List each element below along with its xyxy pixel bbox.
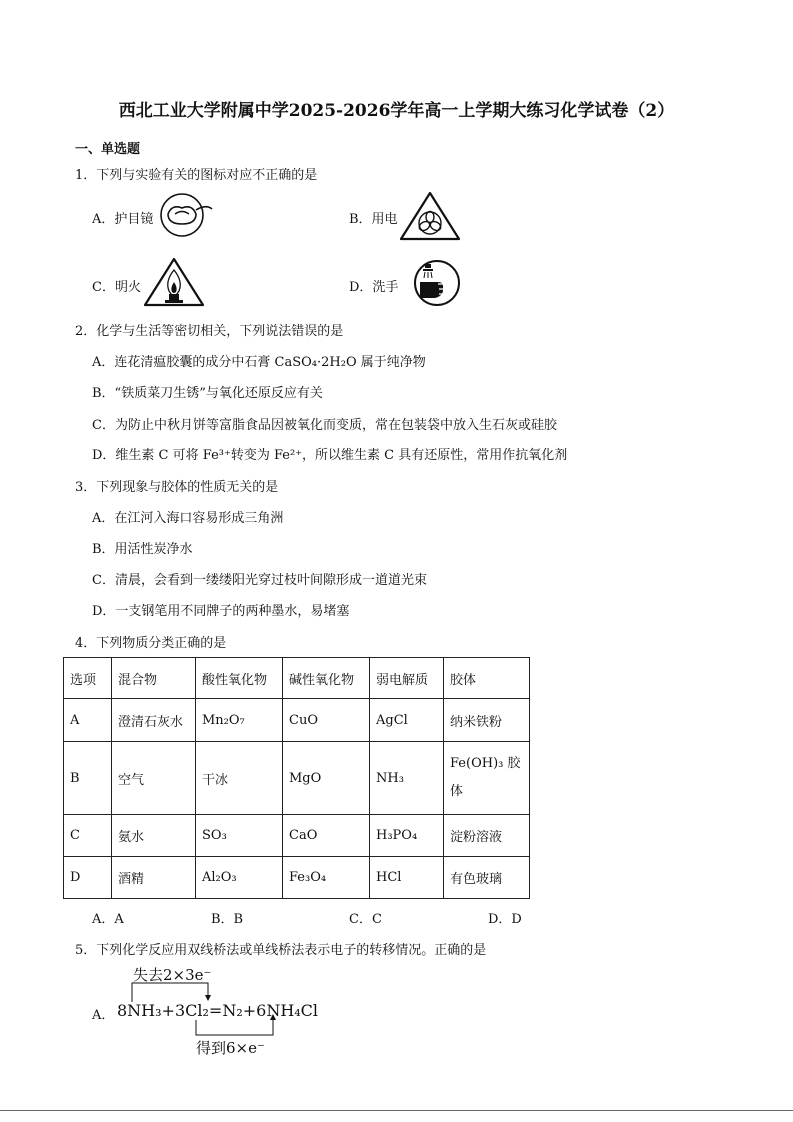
electron-gain-label: 得到6×e⁻ xyxy=(196,1039,265,1057)
classification-table xyxy=(63,657,530,899)
table-cell: CaO xyxy=(283,815,370,857)
table-cell: Fe(OH)₃ 胶体 xyxy=(444,742,530,815)
table-cell: Mn₂O₇ xyxy=(196,699,283,742)
table-cell: 空气 xyxy=(112,742,196,815)
q1-option-a: A．护目镜 xyxy=(92,212,154,227)
question-1-stem: 1．下列与实验有关的图标对应不正确的是 xyxy=(75,168,318,183)
goggles-icon xyxy=(158,192,216,238)
table-cell: D xyxy=(64,857,112,899)
q5-option-a-label: A． xyxy=(92,1008,115,1023)
question-2-stem: 2．化学与生活等密切相关，下列说法错误的是 xyxy=(75,324,344,339)
question-4-stem: 4．下列物质分类正确的是 xyxy=(75,636,227,651)
table-header-cell: 酸性氧化物 xyxy=(196,658,283,699)
table-cell: C xyxy=(64,815,112,857)
section-heading: 一、单选题 xyxy=(75,142,141,157)
table-row xyxy=(64,742,530,815)
table-cell: B xyxy=(64,742,112,815)
q1-option-d: D．洗手 xyxy=(349,280,399,295)
table-cell: Fe₃O₄ xyxy=(283,857,370,899)
flame-icon xyxy=(142,256,206,308)
question-3-stem: 3．下列现象与胶体的性质无关的是 xyxy=(75,480,279,495)
q4-option-d: D．D xyxy=(488,912,522,927)
table-cell: 酒精 xyxy=(112,857,196,899)
q3-option-a: A．在江河入海口容易形成三角洲 xyxy=(92,511,284,526)
table-header-cell: 胶体 xyxy=(444,658,530,699)
q2-option-b: B．“铁质菜刀生锈”与氧化还原反应有关 xyxy=(92,386,323,401)
reaction-equation: 8NH₃+3Cl₂=N₂+6NH₄Cl xyxy=(117,1001,319,1020)
question-5-stem: 5．下列化学反应用双线桥法或单线桥法表示电子的转移情况。正确的是 xyxy=(75,943,487,958)
table-cell: NH₃ xyxy=(370,742,444,815)
table-header-row xyxy=(64,658,530,699)
table-cell: MgO xyxy=(283,742,370,815)
q2-option-a: A．连花清瘟胶囊的成分中石膏 CaSO₄·2H₂O 属于纯净物 xyxy=(92,355,426,370)
q2-option-c: C．为防止中秋月饼等富脂食品因被氧化而变质，常在包装袋中放入生石灰或硅胶 xyxy=(92,418,557,433)
table-cell: 氨水 xyxy=(112,815,196,857)
table-cell: AgCl xyxy=(370,699,444,742)
table-cell: 有色玻璃 xyxy=(444,857,530,899)
q4-option-a: A．A xyxy=(92,912,124,927)
table-header-cell: 混合物 xyxy=(112,658,196,699)
table-cell: HCl xyxy=(370,857,444,899)
electron-lose-label: 失去2×3e⁻ xyxy=(133,966,212,984)
table-cell: A xyxy=(64,699,112,742)
q2-option-d: D．维生素 C 可将 Fe³⁺转变为 Fe²⁺，所以维生素 C 具有还原性，常用作抗氧化剂 xyxy=(92,448,568,463)
table-header-cell: 弱电解质 xyxy=(370,658,444,699)
table-header-cell: 碱性氧化物 xyxy=(283,658,370,699)
q3-option-c: C．清晨，会看到一缕缕阳光穿过枝叶间隙形成一道道光束 xyxy=(92,573,427,588)
q1-option-c: C．明火 xyxy=(92,280,141,295)
table-row xyxy=(64,699,530,742)
handwash-icon xyxy=(412,258,462,308)
table-cell: Al₂O₃ xyxy=(196,857,283,899)
table-cell: 纳米铁粉 xyxy=(444,699,530,742)
table-cell: CuO xyxy=(283,699,370,742)
table-row xyxy=(64,815,530,857)
q1-option-b: B．用电 xyxy=(349,212,398,227)
q4-option-c: C．C xyxy=(349,912,382,927)
table-row xyxy=(64,857,530,899)
electricity-icon xyxy=(398,190,462,242)
table-cell: 澄清石灰水 xyxy=(112,699,196,742)
table-cell: H₃PO₄ xyxy=(370,815,444,857)
q4-option-b: B．B xyxy=(211,912,244,927)
page-bottom-divider xyxy=(0,1110,793,1111)
table-cell: 淀粉溶液 xyxy=(444,815,530,857)
page-title: 西北工业大学附属中学2025-2026学年高一上学期大练习化学试卷（2） xyxy=(118,101,675,121)
q3-option-b: B．用活性炭净水 xyxy=(92,542,193,557)
table-cell: SO₃ xyxy=(196,815,283,857)
table-header-cell: 选项 xyxy=(64,658,112,699)
table-cell: 干冰 xyxy=(196,742,283,815)
q3-option-d: D．一支钢笔用不同牌子的两种墨水，易堵塞 xyxy=(92,604,350,619)
